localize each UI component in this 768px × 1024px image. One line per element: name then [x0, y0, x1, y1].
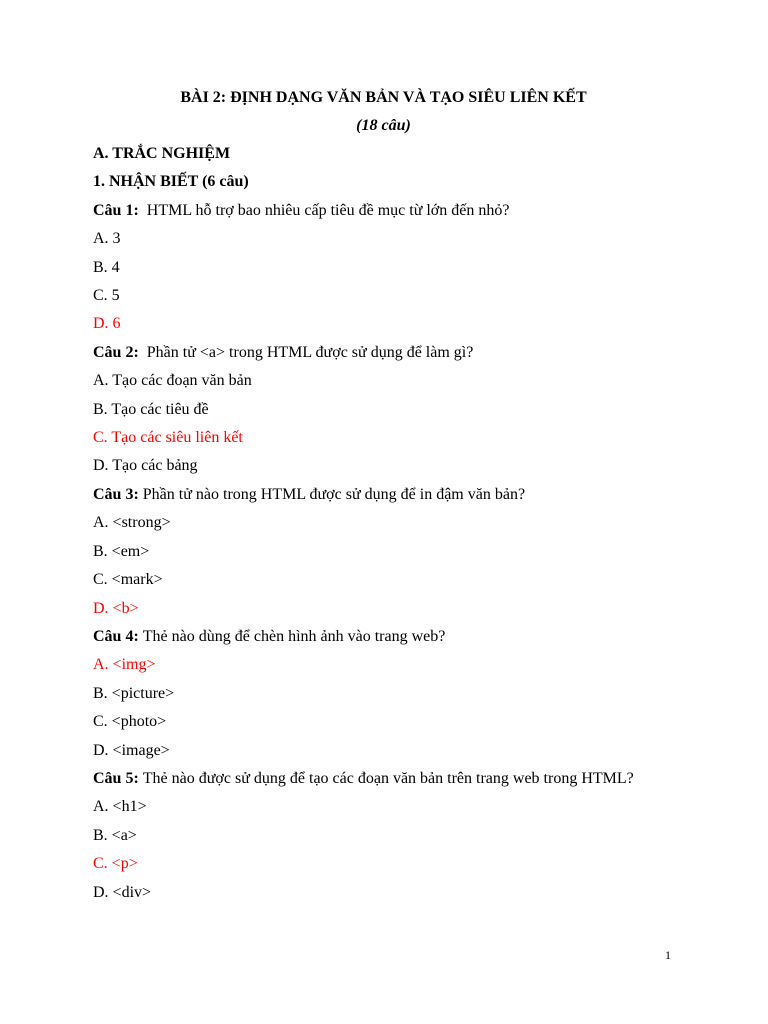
subsection-heading: 1. NHẬN BIẾT (6 câu) — [93, 173, 249, 191]
page-number: 1 — [665, 948, 671, 962]
answer-option-a: A. 3 — [93, 230, 121, 248]
question-text: HTML hỗ trợ bao nhiêu cấp tiêu đề mục từ lớn đến nhỏ? — [142, 201, 510, 219]
question-5 — [93, 765, 674, 907]
answer-option-b: B. <picture> — [93, 684, 175, 702]
question-2 — [93, 339, 674, 481]
answer-option-b: B. <a> — [93, 826, 137, 844]
answer-option-d-correct: D. <b> — [93, 599, 139, 617]
question-text: Phần tử nào trong HTML được sử dụng để in đậm văn bản? — [142, 485, 526, 503]
question-1 — [93, 197, 674, 339]
answer-option-c-correct: C. <p> — [93, 855, 138, 873]
answer-option-d-correct: D. 6 — [93, 315, 121, 333]
question-text: Thẻ nào dùng để chèn hình ảnh vào trang web? — [142, 627, 446, 645]
answer-option-b: B. Tạo các tiêu đề — [93, 400, 209, 418]
answer-option-c: C. 5 — [93, 287, 120, 305]
document-title: BÀI 2: ĐỊNH DẠNG VĂN BẢN VÀ TẠO SIÊU LIÊN KẾT — [180, 89, 587, 106]
question-stem — [93, 339, 674, 367]
question-label: Câu 1: — [93, 201, 139, 219]
answer-option-c: C. <mark> — [93, 571, 163, 589]
question-label: Câu 5: — [93, 769, 139, 787]
question-label: Câu 3: — [93, 485, 139, 503]
document-page — [93, 84, 674, 907]
section-heading: A. TRẮC NGHIỆM — [93, 145, 231, 162]
question-label: Câu 4: — [93, 627, 139, 645]
answer-option-c-correct: C. Tạo các siêu liên kết — [93, 429, 243, 447]
document-subtitle: (18 câu) — [356, 117, 411, 134]
answer-option-d: D. Tạo các bảng — [93, 457, 198, 475]
question-stem — [93, 765, 674, 793]
question-text: Thẻ nào được sử dụng để tạo các đoạn văn bản trên trang web trong HTML? — [142, 769, 634, 787]
answer-option-b: B. 4 — [93, 258, 120, 276]
question-label: Câu 2: — [93, 343, 139, 361]
answer-option-c: C. <photo> — [93, 713, 167, 731]
question-stem — [93, 623, 674, 651]
answer-option-d: D. <div> — [93, 883, 152, 901]
question-stem — [93, 481, 674, 509]
answer-option-a-correct: A. <img> — [93, 656, 156, 674]
answer-option-a: A. Tạo các đoạn văn bản — [93, 372, 252, 390]
answer-option-a: A. <strong> — [93, 514, 171, 532]
answer-option-d: D. <image> — [93, 741, 170, 759]
question-3 — [93, 481, 674, 623]
answer-option-a: A. <h1> — [93, 798, 147, 816]
question-4 — [93, 623, 674, 765]
question-stem — [93, 197, 674, 225]
question-text: Phần tử <a> trong HTML được sử dụng để làm gì? — [142, 343, 474, 361]
answer-option-b: B. <em> — [93, 542, 150, 560]
